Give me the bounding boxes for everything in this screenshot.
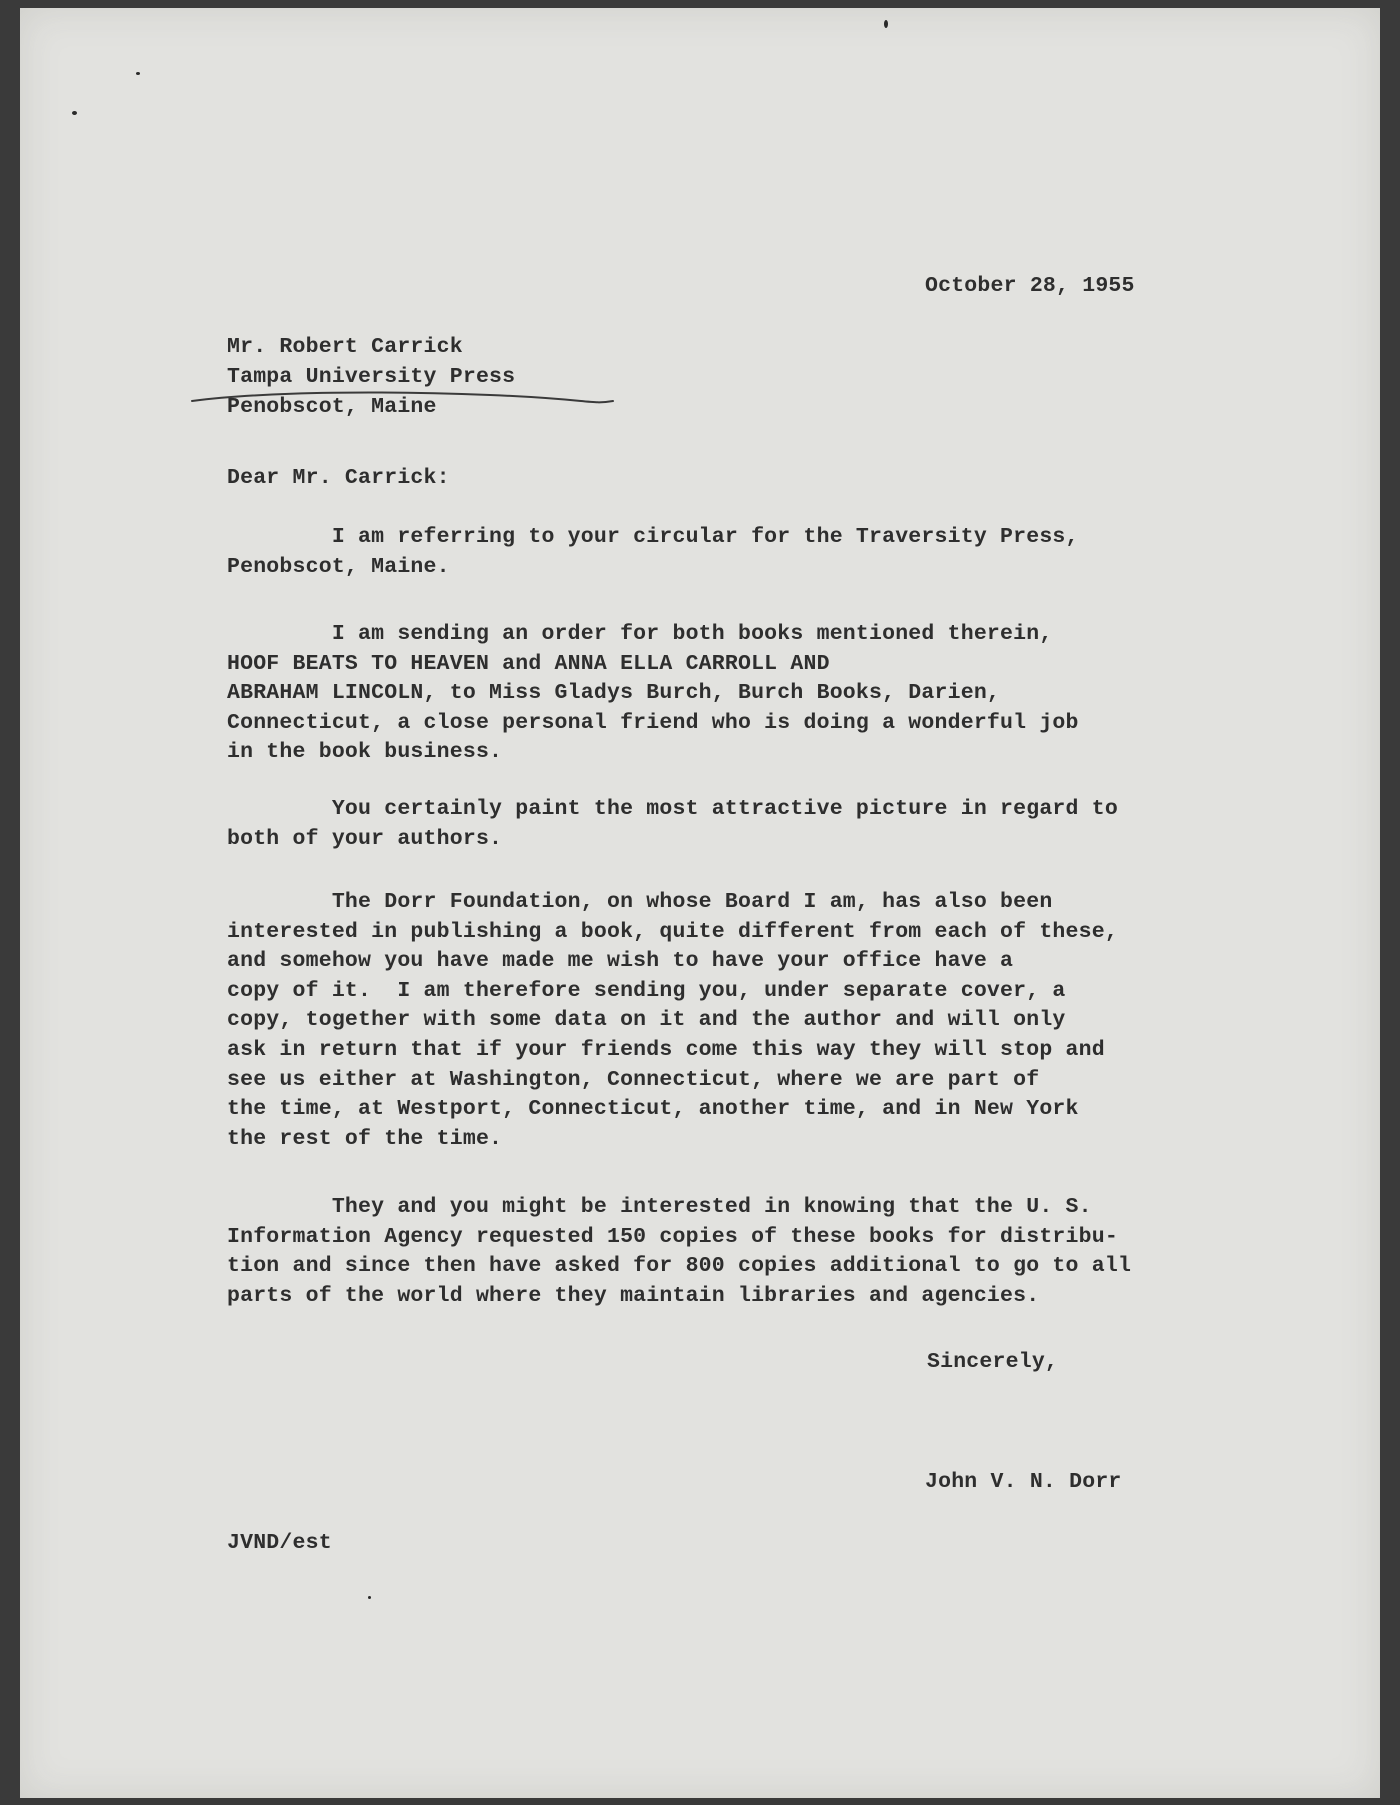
recipient-location: Penobscot, Maine [227,395,437,419]
ink-speck [884,20,888,28]
letter-page [20,8,1380,1798]
typist-initials: JVND/est [227,1531,332,1555]
handwritten-underline [190,383,615,413]
ink-speck [368,1596,371,1599]
ink-speck [136,72,140,75]
letter-date: October 28, 1955 [925,274,1135,298]
paragraph-3: You certainly paint the most attractive picture in regard to both of your authors. [227,797,1118,851]
recipient-organization: Tampa University Press [227,365,516,389]
paragraph-1: I am referring to your circular for the Traversity Press, Penobscot, Maine. [227,525,1079,579]
closing: Sincerely, [927,1350,1059,1374]
signature-name: John V. N. Dorr [925,1470,1122,1494]
ink-speck [72,111,77,115]
recipient-name: Mr. Robert Carrick [227,335,463,359]
paragraph-4: The Dorr Foundation, on whose Board I am, has also been interested in publishing a book, quite different from each of these, and somehow you have made me wish to have your office have a copy of it. I am therefore sending you, under separate cover, a copy, together with some data on it and the author and will only ask in return that if your friends come this way they will stop and see us either at Washington, Connecticut, where we are part of the time, at Westport, Connecticut, another time, and in New York the rest of the time. [227,890,1118,1151]
salutation: Dear Mr. Carrick: [227,466,450,490]
paragraph-5: They and you might be interested in knowing that the U. S. Information Agency requested 150 copies of these books for distribu- tion and since then have asked for 800 copies additional to go to all parts of the world where they maintain libraries and agencies. [227,1195,1132,1308]
paragraph-2: I am sending an order for both books mentioned therein, HOOF BEATS TO HEAVEN and ANNA ELLA CARROLL AND ABRAHAM LINCOLN, to Miss Gladys Burch, Burch Books, Darien, Connecticut, a close personal friend who is doing a wonderful job in the book business. [227,622,1079,765]
